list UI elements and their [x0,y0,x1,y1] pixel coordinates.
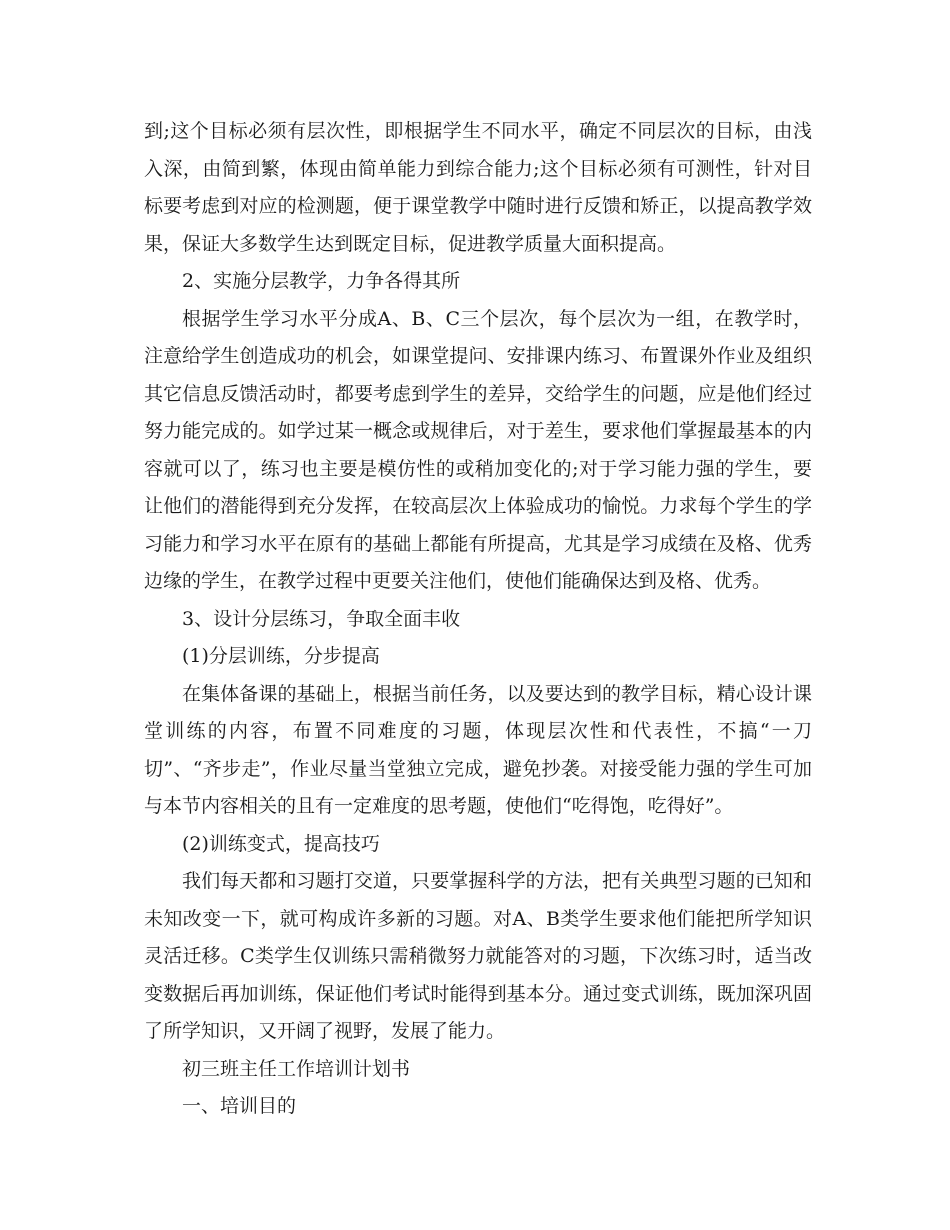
heading-training-purpose: 一、培训目的 [182,1095,297,1117]
subheading-variant-training: (2)训练变式，提高技巧 [182,832,380,855]
section-title-training-plan: 初三班主任工作培训计划书 [182,1057,411,1080]
heading-layered-teaching: 2、实施分层教学，力争各得其所 [182,270,461,292]
paragraph-layered-teaching: 根据学生学习水平分成A、B、C三个层次，每个层次为一组，在教学时，注意给学生创造成功的机会，如课堂提问、安排课内练习、布置课外作业及组织其它信息反馈活动时，都要考虑到学生的差异，交给学生的问题，应是他们经过努力能完成的。如学过某一概念或规律后，对于差生，要求他们掌握最基本的内容就可以了，练习也主要是模仿性的或稍加变化的;对于学习能力强的学生，要让他们的潜能得到充分发挥，在较高层次上体验成功的愉悦。力求每个学生的学习能力和学习水平在原有的基础上都能有所提高，尤其是学习成绩在及格、优秀边缘的学生，在教学过程中更要关注他们，使他们能确保达到及格、优秀。 [144,307,812,592]
document-body [144,113,812,1126]
subheading-layered-training: (1)分层训练，分步提高 [182,645,380,667]
paragraph-layered-training: 在集体备课的基础上，根据当前任务，以及要达到的教学目标，精心设计课堂训练的内容，布置不同难度的习题，体现层次性和代表性，不搞“一刀切”、“齐步走”，作业尽量当堂独立完成，避免抄袭。对接受能力强的学生可加与本节内容相关的且有一定难度的思考题，使他们“吃得饱，吃得好”。 [144,682,812,817]
paragraph-variant-training: 我们每天都和习题打交道，只要掌握科学的方法，把有关典型习题的已知和未知改变一下，就可构成许多新的习题。对A、B类学生要求他们能把所学知识灵活迁移。C类学生仅训练只需稍微努力就能答对的习题，下次练习时，适当改变数据后再加训练，保证他们考试时能得到基本分。通过变式训练，既加深巩固了所学知识，又开阔了视野，发展了能力。 [144,870,812,1042]
heading-layered-exercises: 3、设计分层练习，争取全面丰收 [182,607,461,630]
paragraph-goal-continuation: 到;这个目标必须有层次性，即根据学生不同水平，确定不同层次的目标，由浅入深，由简到繁，体现由简单能力到综合能力;这个目标必须有可测性，针对目标要考虑到对应的检测题，便于课堂教学中随时进行反馈和矫正，以提高教学效果，保证大多数学生达到既定目标，促进教学质量大面积提高。 [144,120,812,255]
